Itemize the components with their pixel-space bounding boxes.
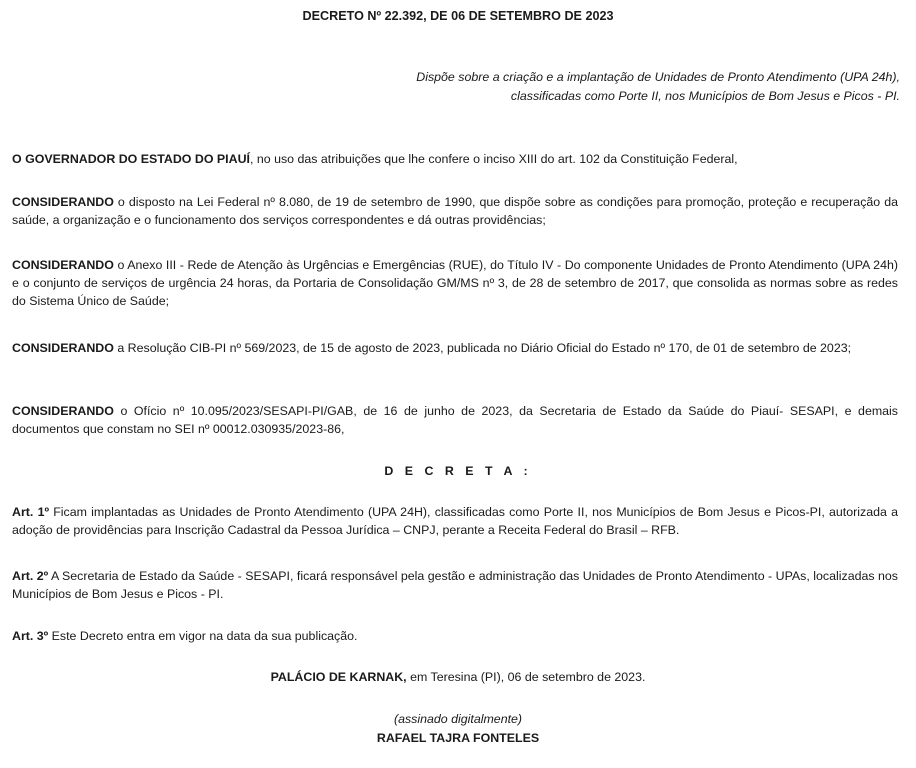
article-3	[12, 627, 898, 645]
preamble	[12, 150, 898, 168]
article-text: Este Decreto entra em vigor na data da sua publicação.	[48, 629, 358, 643]
summary-line-1: Dispõe sobre a criação e a implantação de Unidades de Pronto Atendimento (UPA 24h),	[416, 70, 900, 84]
considerando-4	[12, 402, 898, 438]
article-text: Ficam implantadas as Unidades de Pronto Atendimento (UPA 24H), classificadas como Porte II, nos Municípios de Bom Jesus e Picos-PI, autorizada a adoção de providências para Inscrição Cadastral da Pessoa Jurídica – CNPJ, perante a Receita Federal do Brasil – RFB.	[12, 505, 898, 537]
article-number: Art. 1º	[12, 505, 49, 519]
closing-place: PALÁCIO DE KARNAK,	[270, 670, 407, 684]
article-2	[12, 567, 898, 603]
article-number: Art. 2º	[12, 569, 49, 583]
considerando-2	[12, 256, 898, 310]
preamble-text: , no uso das atribuições que lhe confere o inciso XIII do art. 102 da Constituição Federal,	[249, 152, 738, 166]
article-text: A Secretaria de Estado da Saúde - SESAPI, ficará responsável pela gestão e administração das Unidades de Pronto Atendimento - UPAs, localizadas nos Municípios de Bom Jesus e Picos - PI.	[12, 569, 898, 601]
signature-note: (assinado digitalmente)	[393, 712, 523, 726]
decreta-heading: D E C R E T A :	[384, 464, 532, 478]
closing-text: em Teresina (PI), 06 de setembro de 2023.	[406, 670, 646, 684]
signature-name: RAFAEL TAJRA FONTELES	[376, 731, 540, 745]
decree-summary	[280, 68, 900, 106]
article-number: Art. 3º	[12, 629, 49, 643]
considerando-text: o Anexo III - Rede de Atenção às Urgências e Emergências (RUE), do Título IV - Do componente Unidades de Pronto Atendimento (UPA 24h) e o conjunto de serviços de urgência 24 horas, da Portaria de Consolidação GM/MS nº 3, de 28 de setembro de 2017, que consolida as normas sobre as redes do Sistema Único de Saúde;	[12, 258, 898, 308]
article-1	[12, 503, 898, 539]
considerando-label: CONSIDERANDO	[12, 404, 114, 418]
considerando-text: o disposto na Lei Federal nº 8.080, de 19 de setembro de 1990, que dispõe sobre as condições para promoção, proteção e recuperação da saúde, a organização e o funcionamento dos serviços correspondentes e dá outras providências;	[12, 195, 898, 227]
decree-title: DECRETO Nº 22.392, DE 06 DE SETEMBRO DE 2023	[302, 9, 614, 23]
considerando-1	[12, 193, 898, 229]
preamble-authority: O GOVERNADOR DO ESTADO DO PIAUÍ	[12, 152, 250, 166]
considerando-label: CONSIDERANDO	[12, 195, 114, 209]
considerando-3	[12, 339, 898, 357]
summary-line-2: classificadas como Porte II, nos Municípios de Bom Jesus e Picos - PI.	[510, 89, 900, 103]
considerando-text: o Ofício nº 10.095/2023/SESAPI-PI/GAB, de 16 de junho de 2023, da Secretaria de Estado da Saúde do Piauí- SESAPI, e demais documentos que constam no SEI nº 00012.030935/2023-86,	[12, 404, 898, 436]
closing-line	[0, 668, 916, 686]
considerando-label: CONSIDERANDO	[12, 341, 114, 355]
considerando-label: CONSIDERANDO	[12, 258, 114, 272]
considerando-text: a Resolução CIB-PI nº 569/2023, de 15 de agosto de 2023, publicada no Diário Oficial do Estado nº 170, de 01 de setembro de 2023;	[113, 341, 852, 355]
